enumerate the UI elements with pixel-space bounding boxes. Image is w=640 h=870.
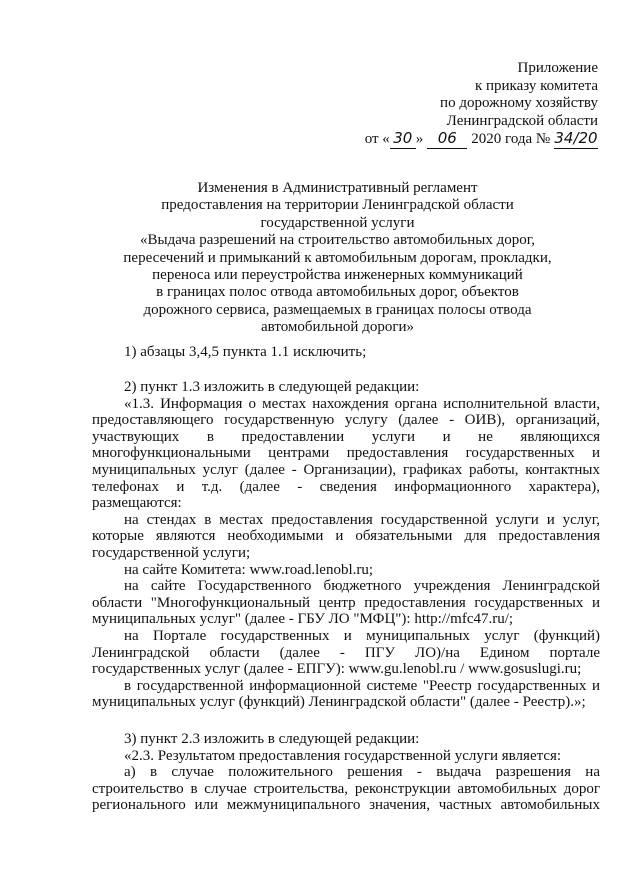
appendix-order-ref: к приказу комитета xyxy=(474,77,598,94)
item-2-intro: 2) пункт 1.3 изложить в следующей редакции: xyxy=(124,379,420,395)
item-3-line: регионального или межмуниципального значения, частных автомобильных xyxy=(92,797,600,814)
item-2-line: размещаются: xyxy=(92,495,182,512)
item-2-line: «1.3. Информация о местах нахождения органа исполнительной власти, xyxy=(124,395,600,412)
item-2-line: многофункциональными центрами предоставления государственных и xyxy=(92,445,600,462)
title-line: переноса или переустройства инженерных коммуникаций xyxy=(152,267,523,284)
date-prefix: от « xyxy=(364,131,390,147)
appendix-region: Ленинградской области xyxy=(446,112,598,129)
appendix-label: Приложение xyxy=(517,60,598,76)
stands-line: на стендах в местах предоставления государственной услуги и услуг, xyxy=(124,511,600,528)
title-line: в границах полос отвода автомобильных дорог, объектов xyxy=(156,284,519,301)
item-2-line: предоставляющего государственную услугу (далее - ОИВ), организаций, xyxy=(92,412,600,429)
handwritten-order-number: 34/20 xyxy=(554,129,598,147)
title-line: Изменения в Административный регламент xyxy=(197,180,478,196)
appendix-header xyxy=(365,60,598,149)
item-3-line: строительство в случае строительства, реконструкции автомобильных дорог xyxy=(92,780,600,797)
title-line: дорожного сервиса, размещаемых в границах полосы отвода xyxy=(143,301,532,318)
mfc-line: области "Многофункциональный центр предоставления государственных и xyxy=(92,594,600,611)
appendix-date-line xyxy=(365,130,598,149)
item-3-intro: 3) пункт 2.3 изложить в следующей редакции: xyxy=(124,731,420,747)
item-3-line: а) в случае положительного решения - выдача разрешения на xyxy=(124,764,600,781)
registry-line: муниципальных услуг (функций) Ленинградской области" (далее - Реестр).»; xyxy=(92,694,586,711)
item-2-line: телефонах и т.д. (далее - сведения информационного характера), xyxy=(92,478,600,495)
document-title xyxy=(110,180,565,337)
item-3 xyxy=(92,731,600,814)
registry-line: в государственной информационной системе "Реестр государственных и xyxy=(124,677,600,694)
portal-line: на Портале государственных и муниципальных услуг (функций) xyxy=(124,627,600,644)
item-1 xyxy=(92,344,600,361)
title-line: предоставления на территории Ленинградской области xyxy=(161,197,514,214)
committee-site: на сайте Комитета: www.road.lenobl.ru; xyxy=(124,561,374,578)
item-3-sub: «2.3. Результатом предоставления государственной услуги является: xyxy=(124,747,562,764)
title-line: автомобильной дороги» xyxy=(260,319,415,336)
item-2 xyxy=(92,379,600,711)
appendix-committee: по дорожному хозяйству xyxy=(440,95,598,111)
portal-line: Ленинградской области (далее - ПГУ ЛО)/на Едином портале xyxy=(92,644,600,661)
handwritten-day: 30 xyxy=(390,130,416,149)
mfc-line: на сайте Государственного бюджетного учреждения Ленинградской xyxy=(124,578,600,595)
item-2-line: муниципальных услуг (далее - Организации), графиках работы, контактных xyxy=(92,461,600,478)
mfc-line: муниципальных услуг" (далее - ГБУ ЛО "МФЦ"): http://mfc47.ru/; xyxy=(92,611,514,628)
title-line: государственной услуги xyxy=(260,214,415,231)
title-line: пересечений и примыканий к автомобильным дорогам, прокладки, xyxy=(123,249,552,266)
item-2-line: участвующих в предоставлении услуги и не являющихся xyxy=(92,428,600,445)
date-year: 2020 года № xyxy=(471,131,551,147)
stands-line: которые являются необходимыми и обязательными для предоставления xyxy=(92,528,600,545)
portal-line: государственных услуг (далее - ЕПГУ): www.gu.lenobl.ru / www.gosuslugi.ru; xyxy=(92,661,582,678)
handwritten-month: 06 xyxy=(427,130,467,149)
item-1-text: 1) абзацы 3,4,5 пункта 1.1 исключить; xyxy=(124,344,367,360)
title-line: «Выдача разрешений на строительство автомобильных дорог, xyxy=(140,232,535,249)
date-close: » xyxy=(415,131,424,147)
stands-line: государственной услуги; xyxy=(92,544,251,561)
